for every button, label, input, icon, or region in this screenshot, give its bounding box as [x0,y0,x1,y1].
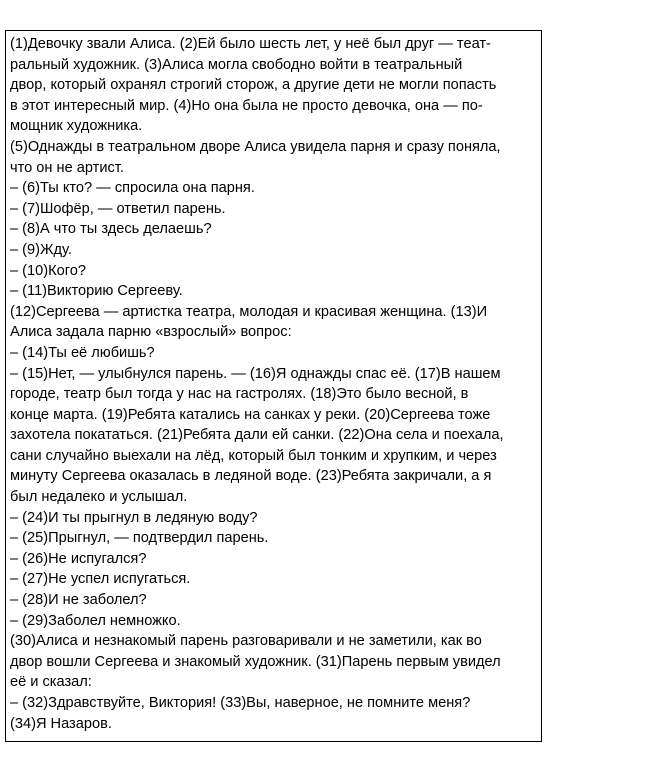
text-line: – (26)Не испугался? [10,550,147,567]
text-line: что он не артист. [10,159,124,176]
text-line: минуту Сергеева оказалась в ледяной воде. (23)Ребята закричали, а я [10,468,492,485]
text-line: – (10)Кого? [10,262,86,279]
text-line: – (6)Ты кто? — спросила она парня. [10,180,255,197]
text-line: ральный художник. (3)Алиса могла свободно войти в театральный [10,56,463,73]
text-line: мощник художника. [10,118,143,135]
text-line: в этот интересный мир. (4)Но она была не просто девочка, она — по- [10,97,483,114]
text-line: (1)Девочку звали Алиса. (2)Ей было шесть лет, у неё был друг — теат- [10,36,491,52]
text-line: городе, театр был тогда у нас на гастролях. (18)Это было весной, в [10,386,469,403]
text-line: – (25)Прыгнул, — подтвердил парень. [10,530,269,547]
text-line: – (28)И не заболел? [10,592,147,609]
text-line: (5)Однажды в театральном дворе Алиса увидела парня и сразу поняла, [10,138,501,155]
text-line: двор, который охранял строгий сторож, а другие дети не могли попасть [10,77,497,94]
text-frame [5,30,542,742]
text-line: (12)Сергеева — артистка театра, молодая и красивая женщина. (13)И [10,303,488,320]
text-line: – (8)А что ты здесь делаешь? [10,221,212,238]
text-line: – (32)Здравствуйте, Виктория! (33)Вы, наверное, не помните меня? [10,695,471,711]
text-line: – (14)Ты её любишь? [10,344,155,361]
text-line: – (7)Шофёр, — ответил парень. [10,200,226,217]
text-line: – (11)Викторию Сергееву. [10,283,183,300]
text-line: захотела покататься. (21)Ребята дали ей санки. (22)Она села и поехала, [10,427,504,444]
text-line: сани случайно выехали на лёд, который был тонким и хрупким, и через [10,447,497,464]
text-line: (34)Я Назаров. [10,715,112,732]
text-line: был недалеко и услышал. [10,489,188,506]
text-line: – (9)Жду. [10,241,72,258]
text-line: Алиса задала парню «взрослый» вопрос: [10,324,292,341]
text-line: – (15)Нет, — улыбнулся парень. — (16)Я однажды спас её. (17)В нашем [10,365,501,382]
text-line: – (29)Заболел немножко. [10,612,181,629]
text-line: конце марта. (19)Ребята катались на санках у реки. (20)Сергеева тоже [10,406,491,423]
text-line: двор вошли Сергеева и знакомый художник. (31)Парень первым увидел [10,653,501,670]
text-line: – (27)Не успел испугаться. [10,571,191,588]
text-line: (30)Алиса и незнакомый парень разговаривали и не заметили, как во [10,633,482,650]
text-line: её и сказал: [10,674,92,691]
text-line: – (24)И ты прыгнул в ледяную воду? [10,509,258,526]
